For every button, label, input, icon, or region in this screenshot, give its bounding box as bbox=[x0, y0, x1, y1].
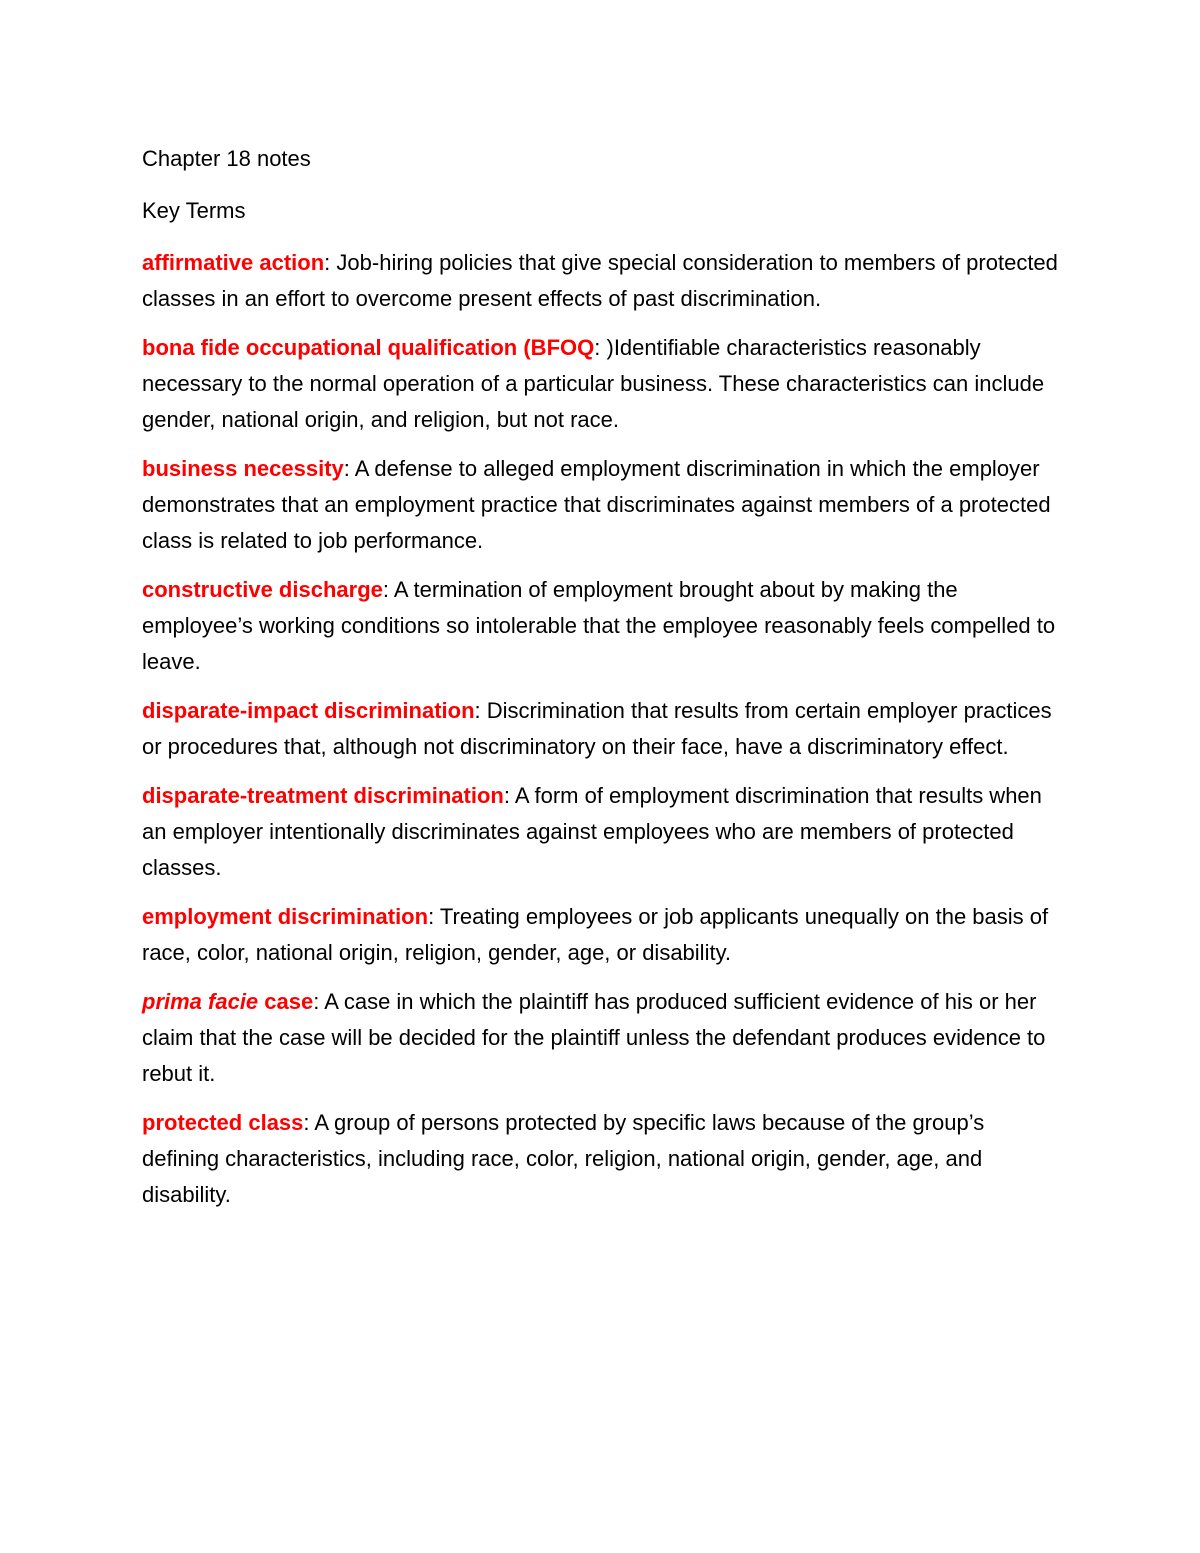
term-definition: A form of employment discrimination that results when an employer intentionally discriminates against employees who are members of protected classes. bbox=[142, 783, 1042, 880]
term-colon: : bbox=[382, 577, 389, 602]
definition-entry bbox=[142, 778, 1062, 886]
term-definition: A case in which the plaintiff has produced sufficient evidence of his or her claim that the case will be decided for the plaintiff unless the defendant produces evidence to rebut it. bbox=[142, 989, 1046, 1086]
term-colon: : bbox=[313, 989, 320, 1014]
definition-entry bbox=[142, 245, 1062, 317]
term-label: case bbox=[258, 989, 314, 1014]
term-definition: A defense to alleged employment discrimination in which the employer demonstrates that an employment practice that discriminates against members of a protected class is related to job performance. bbox=[142, 456, 1051, 553]
definition-entry bbox=[142, 984, 1062, 1092]
term-colon: : bbox=[594, 335, 601, 360]
term-label: constructive discharge bbox=[142, 577, 383, 602]
term-definition: )Identifiable characteristics reasonably necessary to the normal operation of a particular business. These characteristics can include gender, national origin, and religion, but not race. bbox=[142, 335, 1045, 432]
definition-entry bbox=[142, 899, 1062, 971]
term-label: employment discrimination bbox=[142, 904, 429, 929]
term-colon: : bbox=[474, 698, 481, 723]
term-label: affirmative action bbox=[142, 250, 325, 275]
definition-entry bbox=[142, 330, 1062, 438]
term-definition: Discrimination that results from certain employer practices or procedures that, although not discriminatory on their face, have a discriminatory effect. bbox=[142, 698, 1052, 759]
term-colon: : bbox=[303, 1110, 310, 1135]
definition-entry bbox=[142, 572, 1062, 680]
term-definition: Job-hiring policies that give special consideration to members of protected classes in an effort to overcome present effects of past discrimination. bbox=[142, 250, 1058, 311]
term-definition: Treating employees or job applicants unequally on the basis of race, color, national origin, religion, gender, age, or disability. bbox=[142, 904, 1049, 965]
term-definition: A termination of employment brought about by making the employee’s working conditions so intolerable that the employee reasonably feels compelled to leave. bbox=[142, 577, 1056, 674]
definition-entry bbox=[142, 451, 1062, 559]
term-colon: : bbox=[428, 904, 435, 929]
term-colon: : bbox=[324, 250, 331, 275]
term-label: disparate-treatment discrimination bbox=[142, 783, 504, 808]
definition-entry bbox=[142, 1105, 1062, 1213]
term-label: bona fide occupational qualification (BFOQ bbox=[142, 335, 595, 360]
term-label: protected class bbox=[142, 1110, 304, 1135]
document-body bbox=[142, 141, 1062, 1226]
term-definition: A group of persons protected by specific laws because of the group’s defining characteristics, including race, color, religion, national origin, gender, age, and disability. bbox=[142, 1110, 985, 1207]
term-label: disparate-impact discrimination bbox=[142, 698, 475, 723]
term-colon: : bbox=[503, 783, 510, 808]
term-label: business necessity bbox=[142, 456, 344, 481]
definition-entry bbox=[142, 693, 1062, 765]
document-title: Chapter 18 notes bbox=[142, 146, 311, 171]
term-colon: : bbox=[343, 456, 350, 481]
section-heading: Key Terms bbox=[142, 198, 246, 223]
term-label-italic: prima facie bbox=[142, 989, 259, 1014]
